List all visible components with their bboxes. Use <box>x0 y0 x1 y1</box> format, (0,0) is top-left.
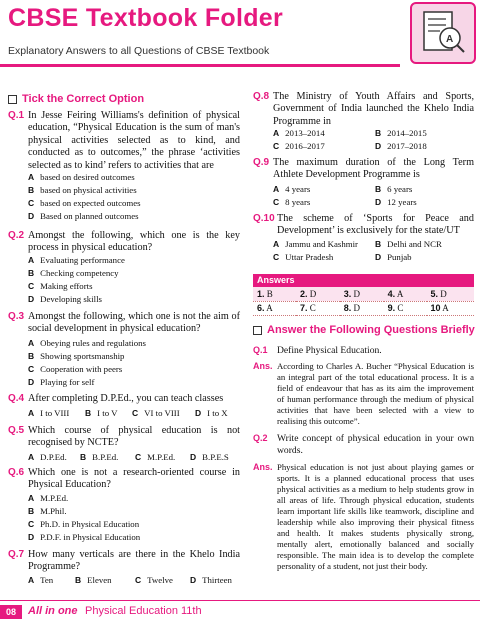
page-number: 08 <box>0 605 22 619</box>
option-a: A M.P.Ed. <box>28 493 69 503</box>
option-b: B Eleven <box>75 575 112 585</box>
option-b: B Checking competency <box>28 268 119 278</box>
question-7: Q.7 How many verticals are there in the Khelo India Programme? <box>8 549 240 573</box>
table-row: 6. A 7. C 8. D 9. C 10 A <box>253 301 474 315</box>
option-b: B M.Phil. <box>28 506 67 516</box>
option-d: D P.D.F. in Physical Education <box>28 532 141 542</box>
option-b: B 6 years <box>375 184 413 194</box>
option-a: A D.P.Ed. <box>28 452 67 462</box>
option-c: C Ph.D. in Physical Education <box>28 519 140 529</box>
option-c: C M.P.Ed. <box>135 452 176 462</box>
option-c: C 8 years <box>273 197 311 207</box>
option-c: C VI to VIII <box>132 408 180 418</box>
option-a: A I to VIII <box>28 408 70 418</box>
option-d: D B.P.E.S <box>190 452 229 462</box>
page-header <box>0 0 480 72</box>
question-2: Q.2 Amongst the following, which one is the key process in physical education? <box>8 230 240 254</box>
option-b: B based on physical activities <box>28 185 137 195</box>
option-d: D Developing skills <box>28 294 102 304</box>
question-10: Q.10 The scheme of ‘Sports for Peace and Development’ is exclusively for the state/UT <box>253 213 474 237</box>
option-b: B B.P.Ed. <box>80 452 119 462</box>
header-rule <box>0 64 400 67</box>
option-d: D Based on planned outcomes <box>28 211 139 221</box>
question-8: Q.8 The Ministry of Youth Affairs and Sports, Government of India launched the Khelo India Programme in <box>253 91 474 127</box>
question-6: Q.6 Which one is not a research-oriented course in Physical Education? <box>8 467 240 491</box>
option-b: B 2014–2015 <box>375 128 427 138</box>
option-d: D Punjab <box>375 252 412 262</box>
option-b: B I to V <box>85 408 118 418</box>
checkbox-icon <box>253 326 262 335</box>
option-a: A 4 years <box>273 184 311 194</box>
table-row: 1. B 2. D 3. D 4. A 5. D <box>253 287 474 301</box>
question-5: Q.5 Which course of physical education is not recognised by NCTE? <box>8 425 240 449</box>
option-c: C 2016–2017 <box>273 141 325 151</box>
page-subtitle: Explanatory Answers to all Questions of CBSE Textbook <box>8 45 270 57</box>
option-a: A 2013–2014 <box>273 128 325 138</box>
option-d: D 12 years <box>375 197 417 207</box>
answer-key-table <box>253 287 474 316</box>
brief-answer-1: Ans. According to Charles A. Bucher “Physical Education is an integral part of the total educational process. It is a field of endeavour that has as its aim the improvement of human performance through the medium of physical activities that have been selected with a view to realising this outcome”. <box>253 361 474 426</box>
svg-text:A: A <box>446 34 454 45</box>
option-a: A Jammu and Kashmir <box>273 239 358 249</box>
option-a: A Obeying rules and regulations <box>28 338 146 348</box>
option-a: A based on desired outcomes <box>28 172 135 182</box>
page-title: CBSE Textbook Folder <box>8 4 284 32</box>
option-b: B Showing sportsmanship <box>28 351 125 361</box>
question-3: Q.3 Amongst the following, which one is not the aim of social development in physical education? <box>8 311 240 335</box>
brief-question-1: Q.1 Define Physical Education. <box>253 345 382 356</box>
option-c: C Cooperation with peers <box>28 364 123 374</box>
option-d: D Thirteen <box>190 575 232 585</box>
brief-question-2: Q.2 Write concept of physical education in your own words. <box>253 433 474 456</box>
question-9: Q.9 The maximum duration of the Long Term Athlete Development Programme is <box>253 157 474 181</box>
section-answer-briefly: Answer the Following Questions Briefly <box>253 324 475 336</box>
footer-title: Physical Education 11th <box>85 605 202 617</box>
document-search-icon <box>410 2 476 64</box>
option-c: C based on expected outcomes <box>28 198 141 208</box>
option-d: D 2017–2018 <box>375 141 427 151</box>
question-4: Q.4 After completing D.P.Ed., you can teach classes <box>8 393 224 404</box>
brand-logo: All in one <box>28 605 78 617</box>
option-a: A Ten <box>28 575 54 585</box>
option-c: C Uttar Pradesh <box>273 252 334 262</box>
option-c: C Making efforts <box>28 281 93 291</box>
checkbox-icon <box>8 95 17 104</box>
section-tick-correct-option: Tick the Correct Option <box>8 93 144 105</box>
brief-answer-2: Ans. Physical education is not just about playing games or sports. It is a planned educational process that uses physical activities as a medium to help students grow in all areas of life. Through physical education, students learn important life skills like teamwork, discipline and leadership while also improving their physical fitness and health. It makes students physically strong, mentally alert, emotionally balanced and socially responsible. The main idea is to develop the complete personality of a student, not just their body. <box>253 462 474 571</box>
question-1: Q.1 In Jesse Feiring Williams's definition of physical education, “Physical Education is the sum of man's physical activities selected as to kind, and conducted as to outcomes,” the phrase ‘activities selected as to kind’ refers to activities that are <box>8 110 240 171</box>
option-d: D I to X <box>195 408 228 418</box>
page-footer <box>0 600 480 623</box>
option-b: B Delhi and NCR <box>375 239 442 249</box>
option-a: A Evaluating performance <box>28 255 125 265</box>
option-d: D Playing for self <box>28 377 95 387</box>
answers-header: Answers <box>253 274 474 287</box>
option-c: C Twelve <box>135 575 173 585</box>
